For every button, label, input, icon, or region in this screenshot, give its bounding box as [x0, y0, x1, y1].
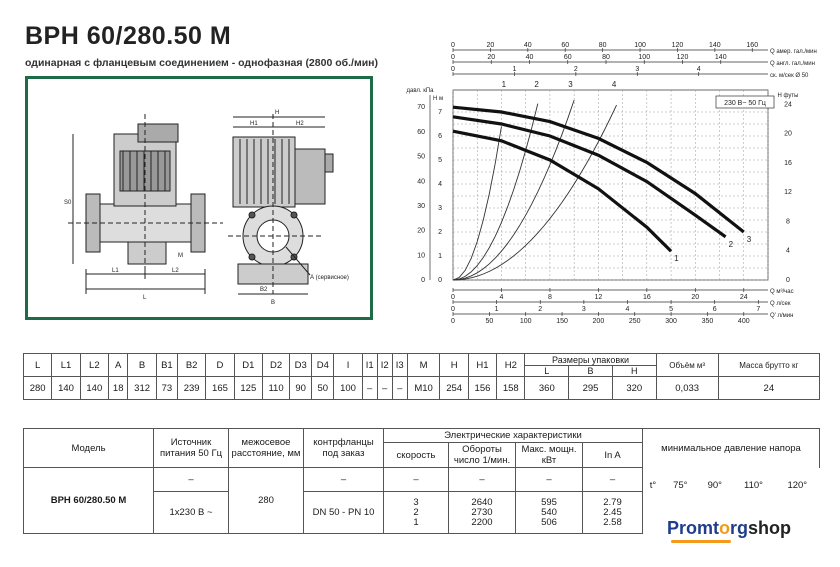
dims-header-cell: L — [24, 354, 52, 377]
dims-value-cell: 140 — [80, 377, 108, 400]
bottom-tick-label: 2 — [538, 306, 543, 313]
th-flange: контрфланцы под заказ — [304, 429, 384, 468]
dims-value-cell: 110 — [262, 377, 289, 400]
speed-1: 1 — [413, 516, 419, 528]
bottom-tick-label: 5 — [669, 306, 674, 313]
rpms-cell — [449, 492, 516, 534]
dims-header-cell: I1 — [362, 354, 377, 377]
dims-value-cell: 140 — [52, 377, 80, 400]
performance-chart — [398, 40, 823, 330]
th-speed: скорость — [384, 443, 449, 468]
label-h1: H1 — [250, 121, 258, 127]
speeds-cell — [384, 492, 449, 534]
left-tick-label-1: 20 — [417, 227, 425, 235]
dims-header-cell: H2 — [497, 354, 525, 377]
temp-3: 110° — [744, 479, 763, 491]
top-tick-label: 100 — [638, 54, 651, 61]
system-curve-label: 4 — [611, 80, 617, 89]
source-dash: – — [154, 468, 229, 492]
left-tick-label-2: 0 — [438, 277, 442, 284]
dims-value-cell: 312 — [128, 377, 156, 400]
dims-value-cell: – — [362, 377, 377, 400]
label-s: S0 — [64, 200, 72, 206]
th-power: Макс. мощн. кВт — [516, 443, 583, 468]
logo-text-2: rg — [730, 518, 749, 538]
chart-labels — [502, 80, 774, 263]
dims-value-cell: 254 — [440, 377, 468, 400]
left-axis-1-label: давл. кПа — [406, 88, 434, 94]
powers-cell — [516, 492, 583, 534]
dims-pack-value: 360 — [525, 377, 569, 400]
top-tick-label: 160 — [746, 42, 759, 49]
top-tick-label: 1 — [512, 66, 517, 73]
logo-text-o: o — [719, 518, 731, 538]
temp-2: 90° — [707, 479, 722, 491]
dims-value-row — [24, 377, 820, 400]
dims-volume-header: Объём м³ — [656, 354, 718, 377]
dims-pack-header: Размеры упаковки — [525, 354, 656, 366]
dims-header-cell: B1 — [156, 354, 177, 377]
left-tick-label-1: 30 — [417, 202, 425, 210]
left-tick-label-1: 60 — [417, 128, 425, 136]
label-m: M — [178, 253, 183, 259]
th-electrical: Электрические характеристики — [384, 429, 643, 443]
dims-mass-value: 24 — [718, 377, 819, 400]
label-b2: B2 — [260, 287, 268, 293]
bottom-axis-label: Q' л/мин — [770, 313, 794, 319]
dims-value-cell: 165 — [206, 377, 234, 400]
dims-header-cell: I2 — [377, 354, 392, 377]
dims-value-cell: 90 — [290, 377, 312, 400]
dims-pack-subheader: L — [525, 366, 569, 377]
dims-header-cell: I — [334, 354, 362, 377]
dims-pack-value: 295 — [569, 377, 613, 400]
system-curve-label: 2 — [534, 80, 539, 89]
rpm-dash: – — [449, 468, 516, 492]
right-tick-label: 8 — [786, 218, 790, 226]
bottom-tick-label: 6 — [712, 306, 717, 313]
dims-header-cell: B2 — [177, 354, 205, 377]
rpm-2: 2730 — [471, 506, 493, 518]
left-tick-label-2: 4 — [438, 181, 442, 188]
left-axis-2-label: H м — [432, 96, 444, 102]
dims-header-cell: B — [128, 354, 156, 377]
promtorgshop-logo[interactable] — [667, 518, 791, 539]
left-tick-label-1: 10 — [417, 252, 425, 260]
dims-header-cell: D3 — [290, 354, 312, 377]
pump-curve-1 — [453, 131, 671, 251]
dims-value-cell: – — [377, 377, 392, 400]
page-title: BPH 60/280.50 M — [25, 22, 232, 50]
dims-header-cell: D — [206, 354, 234, 377]
speed-3: 3 — [413, 496, 419, 508]
top-tick-label: 40 — [525, 54, 534, 61]
th-rpm: Обороты число 1/мин. — [449, 443, 516, 468]
th-source: Источник питания 50 Гц — [154, 429, 229, 468]
dims-header-cell: L1 — [52, 354, 80, 377]
top-tick-label: 80 — [598, 42, 607, 49]
flange-cell: DN 50 - PN 10 — [304, 492, 384, 534]
dims-value-cell: M10 — [407, 377, 440, 400]
dims-pack-subheader: B — [569, 366, 613, 377]
power-dash: – — [516, 468, 583, 492]
top-tick-label: 20 — [486, 42, 495, 49]
dims-header-cell: A — [108, 354, 127, 377]
top-tick-label: 4 — [696, 66, 701, 73]
page-subtitle: одинарная с фланцевым соединением - однофазная (2800 об./мин) — [25, 57, 379, 69]
label-b: B — [271, 300, 276, 306]
bottom-tick-label: 3 — [581, 306, 586, 313]
bottom-tick-label: 150 — [556, 318, 568, 325]
dims-value-cell: 50 — [312, 377, 334, 400]
speed-dash: – — [384, 468, 449, 492]
top-tick-label: 80 — [602, 54, 610, 61]
bottom-tick-label: 350 — [701, 318, 714, 325]
temp-0: t° — [643, 468, 664, 492]
label-h2: H2 — [296, 121, 304, 127]
label-l: L — [143, 295, 147, 301]
bottom-tick-label: 250 — [628, 318, 641, 325]
left-tick-label-1: 0 — [421, 277, 425, 284]
th-model: Модель — [24, 429, 154, 468]
dims-mass-header: Масса брутто кг — [718, 354, 819, 377]
bottom-axis-label: Q л/сек — [770, 301, 791, 307]
top-tick-label: 140 — [714, 54, 727, 61]
axis-cell: 280 — [229, 468, 304, 534]
dims-header-cell: H — [440, 354, 468, 377]
dims-header-cell: D2 — [262, 354, 289, 377]
dims-header-cell: H1 — [468, 354, 496, 377]
top-tick-label: 120 — [671, 42, 684, 49]
dims-value-cell: 18 — [108, 377, 127, 400]
dims-value-cell: 100 — [334, 377, 362, 400]
bottom-tick-label: 4 — [625, 306, 630, 313]
power-3: 595 — [541, 496, 557, 508]
current-2: 2.45 — [603, 506, 622, 518]
terminal-box-front — [295, 149, 325, 204]
bottom-tick-label: 20 — [691, 294, 700, 301]
top-axis-label: Q англ. гал./мин — [770, 61, 815, 67]
left-tick-label-2: 5 — [438, 157, 442, 164]
dims-header-cell: I3 — [392, 354, 407, 377]
bottom-tick-label: 0 — [451, 306, 455, 313]
left-tick-label-1: 40 — [417, 178, 425, 186]
label-h: H — [275, 110, 280, 116]
bottom-tick-label: 0 — [451, 318, 455, 325]
power-2: 540 — [541, 506, 557, 518]
top-tick-label: 60 — [563, 54, 572, 61]
logo-underline — [671, 540, 731, 543]
dims-header-row — [24, 354, 820, 366]
left-tick-label-2: 6 — [438, 133, 442, 140]
right-tick-label: 20 — [784, 130, 792, 138]
bottom-tick-label: 50 — [485, 318, 494, 325]
technical-drawing — [25, 76, 373, 320]
label-l1: L1 — [112, 268, 119, 274]
bottom-tick-label: 0 — [451, 294, 455, 301]
dims-header-cell: L2 — [80, 354, 108, 377]
logo-text-1: Promt — [667, 518, 720, 538]
right-tick-label: 4 — [786, 247, 790, 255]
right-tick-label: 16 — [784, 159, 792, 167]
bottom-tick-label: 16 — [642, 294, 651, 301]
right-tick-label: 24 — [784, 101, 792, 109]
bottom-tick-label: 400 — [737, 318, 750, 325]
bottom-tick-label: 8 — [547, 294, 552, 301]
power-1: 506 — [541, 516, 557, 528]
dims-header-cell: D1 — [234, 354, 262, 377]
performance-chart-svg — [398, 40, 823, 330]
rpm-3: 2640 — [471, 496, 493, 508]
top-tick-label: 0 — [451, 42, 455, 49]
flange-dash: – — [304, 468, 384, 492]
bottom-tick-label: 24 — [739, 294, 748, 301]
pump-drawing-svg — [28, 79, 370, 317]
left-tick-label-2: 1 — [438, 253, 442, 260]
bottom-tick-label: 7 — [756, 306, 761, 313]
left-tick-label-1: 50 — [417, 153, 425, 161]
temp-1: 75° — [673, 479, 688, 491]
top-tick-label: 100 — [634, 42, 646, 49]
top-tick-label: 0 — [451, 54, 455, 61]
top-tick-label: 0 — [451, 66, 455, 73]
dims-header-cell: D4 — [312, 354, 334, 377]
label-l2: L2 — [172, 268, 179, 274]
system-curve-label: 3 — [568, 80, 573, 89]
bottom-tick-label: 200 — [592, 318, 605, 325]
left-tick-label-2: 7 — [438, 109, 442, 116]
pump-curve-3 — [453, 107, 744, 232]
dims-header-cell: M — [407, 354, 440, 377]
dims-value-cell: 280 — [24, 377, 52, 400]
right-tick-label: 0 — [786, 277, 790, 284]
current-dash: – — [583, 468, 643, 492]
bottom-tick-label: 1 — [494, 306, 499, 313]
bottom-tick-label: 100 — [519, 318, 532, 325]
dims-pack-value: 320 — [612, 377, 656, 400]
dims-volume-value: 0,033 — [656, 377, 718, 400]
bottom-tick-label: 12 — [594, 294, 603, 301]
rpm-1: 2200 — [471, 516, 493, 528]
dims-value-cell: 156 — [468, 377, 496, 400]
th-current: In A — [583, 443, 643, 468]
motor-front — [233, 137, 295, 207]
top-tick-label: 60 — [561, 42, 570, 49]
right-tick-label: 12 — [784, 189, 792, 197]
left-tick-label-1: 70 — [417, 104, 425, 112]
th-pressure: минимальное давление напора — [643, 429, 820, 468]
temp-4: 120° — [787, 479, 808, 491]
currents-cell — [583, 492, 643, 534]
bottom-tick-label: 4 — [499, 294, 504, 301]
terminal-box-side — [138, 124, 178, 142]
label-air: А (сервисное) — [310, 275, 349, 281]
dims-pack-subheader: H — [612, 366, 656, 377]
left-tick-label-2: 2 — [438, 229, 442, 236]
pump-curve-label: 1 — [674, 254, 679, 264]
dims-value-cell: 239 — [177, 377, 205, 400]
dimensions-table — [23, 353, 820, 400]
top-tick-label: 2 — [573, 66, 578, 73]
dims-value-cell: 73 — [156, 377, 177, 400]
speed-2: 2 — [413, 506, 419, 518]
current-3: 2.79 — [603, 496, 622, 508]
model-cell: BPH 60/280.50 M — [24, 468, 154, 534]
logo-text-3: shop — [748, 518, 792, 538]
bottom-tick-label: 300 — [665, 318, 677, 325]
th-axis: межосевое расстояние, мм — [229, 429, 304, 468]
source-cell: 1x230 В ~ — [154, 492, 229, 534]
legend-text: 230 В~ 50 Гц — [724, 100, 766, 107]
top-tick-label: 40 — [523, 42, 532, 49]
current-1: 2.58 — [603, 516, 622, 528]
pump-curve-label: 2 — [728, 239, 734, 249]
top-tick-label: 20 — [487, 54, 496, 61]
top-axis-label: ск. м/сек Ø 50 — [770, 73, 809, 79]
system-curve-label: 1 — [501, 80, 507, 89]
dims-value-cell: 158 — [497, 377, 525, 400]
pump-curve-label: 3 — [746, 235, 752, 244]
dims-value-cell: – — [392, 377, 407, 400]
dims-value-cell: 125 — [234, 377, 262, 400]
right-axis-label: H футы — [777, 93, 799, 99]
top-axis-label: Q амер. гал./мин — [770, 49, 817, 55]
top-tick-label: 140 — [709, 42, 721, 49]
left-tick-label-2: 3 — [438, 205, 442, 212]
top-tick-label: 3 — [635, 66, 640, 73]
top-tick-label: 120 — [676, 54, 689, 61]
bottom-axis-label: Q м³/час — [770, 289, 794, 295]
